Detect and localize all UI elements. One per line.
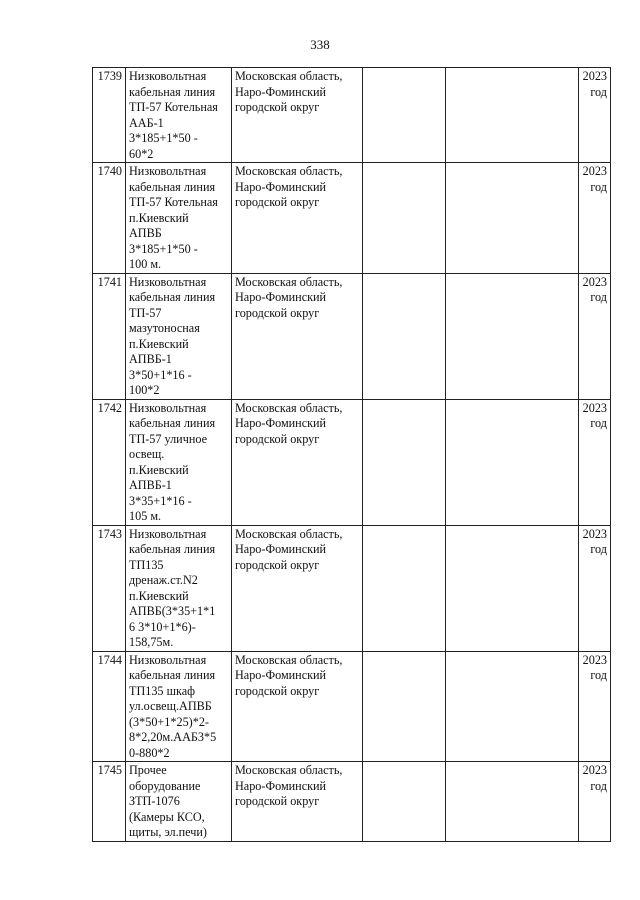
table-row: [93, 68, 611, 163]
empty-cell: [363, 762, 446, 842]
empty-cell: [446, 651, 579, 762]
object-address: Московская область, Наро-Фоминский городской округ: [235, 400, 343, 446]
empty-cell: [446, 762, 579, 842]
object-address: Московская область, Наро-Фоминский городской округ: [235, 164, 343, 209]
empty-cell: [446, 273, 579, 399]
year-cell: 2023 год: [582, 164, 607, 194]
empty-cell: [363, 651, 446, 762]
empty-cell: [363, 525, 446, 651]
year-cell: 2023 год: [582, 652, 607, 682]
table-row: [93, 163, 611, 274]
object-address: Московская область, Наро-Фоминский городской округ: [235, 652, 343, 698]
table-row: [93, 525, 611, 651]
object-name: Низковольтная кабельная линия ТП-57 уличное освещ. п.Киевский АПВБ-1 3*35+1*16 - 105 м.: [129, 400, 216, 523]
object-name: Низковольтная кабельная линия ТП135 шкаф ул.освещ.АПВБ (3*50+1*25)*2- 8*2,20м.ААБ3*5 0-880*2: [129, 652, 217, 760]
row-number: 1743: [93, 525, 126, 651]
year-cell: 2023 год: [582, 763, 607, 793]
object-address: Московская область, Наро-Фоминский городской округ: [235, 274, 343, 320]
empty-cell: [446, 525, 579, 651]
row-number: 1742: [93, 399, 126, 525]
registry-table: [92, 67, 611, 842]
empty-cell: [363, 68, 446, 163]
year-cell: 2023 год: [582, 274, 607, 304]
table-row: [93, 273, 611, 399]
row-number: 1745: [93, 762, 126, 842]
object-name: Низковольтная кабельная линия ТП-57 мазутоносная п.Киевский АПВБ-1 3*50+1*16 - 100*2: [129, 274, 216, 397]
row-number: 1739: [93, 68, 126, 163]
table-row: [93, 762, 611, 842]
object-name: Низковольтная кабельная линия ТП135 дренаж.ст.N2 п.Киевский АПВБ(3*35+1*1 6 3*10+1*6)- 158,75м.: [129, 526, 216, 649]
table-row: [93, 651, 611, 762]
empty-cell: [363, 163, 446, 274]
empty-cell: [446, 68, 579, 163]
year-cell: 2023 год: [582, 400, 607, 430]
row-number: 1744: [93, 651, 126, 762]
object-address: Московская область, Наро-Фоминский городской округ: [235, 526, 343, 572]
year-cell: 2023 год: [582, 69, 607, 99]
empty-cell: [363, 399, 446, 525]
empty-cell: [446, 163, 579, 274]
table-row: [93, 399, 611, 525]
empty-cell: [363, 273, 446, 399]
page-number: 338: [310, 37, 330, 52]
row-number: 1740: [93, 163, 126, 274]
object-address: Московская область, Наро-Фоминский городской округ: [235, 763, 343, 808]
object-name: Низковольтная кабельная линия ТП-57 Котельная п.Киевский АПВБ 3*185+1*50 - 100 м.: [129, 164, 218, 271]
object-name: Прочее оборудование ЗТП-1076 (Камеры КСО, щиты, эл.печи): [129, 763, 207, 839]
empty-cell: [446, 399, 579, 525]
year-cell: 2023 год: [582, 526, 607, 556]
object-name: Низковольтная кабельная линия ТП-57 Котельная ААБ-1 3*185+1*50 - 60*2: [129, 69, 218, 161]
object-address: Московская область, Наро-Фоминский городской округ: [235, 69, 343, 114]
row-number: 1741: [93, 273, 126, 399]
